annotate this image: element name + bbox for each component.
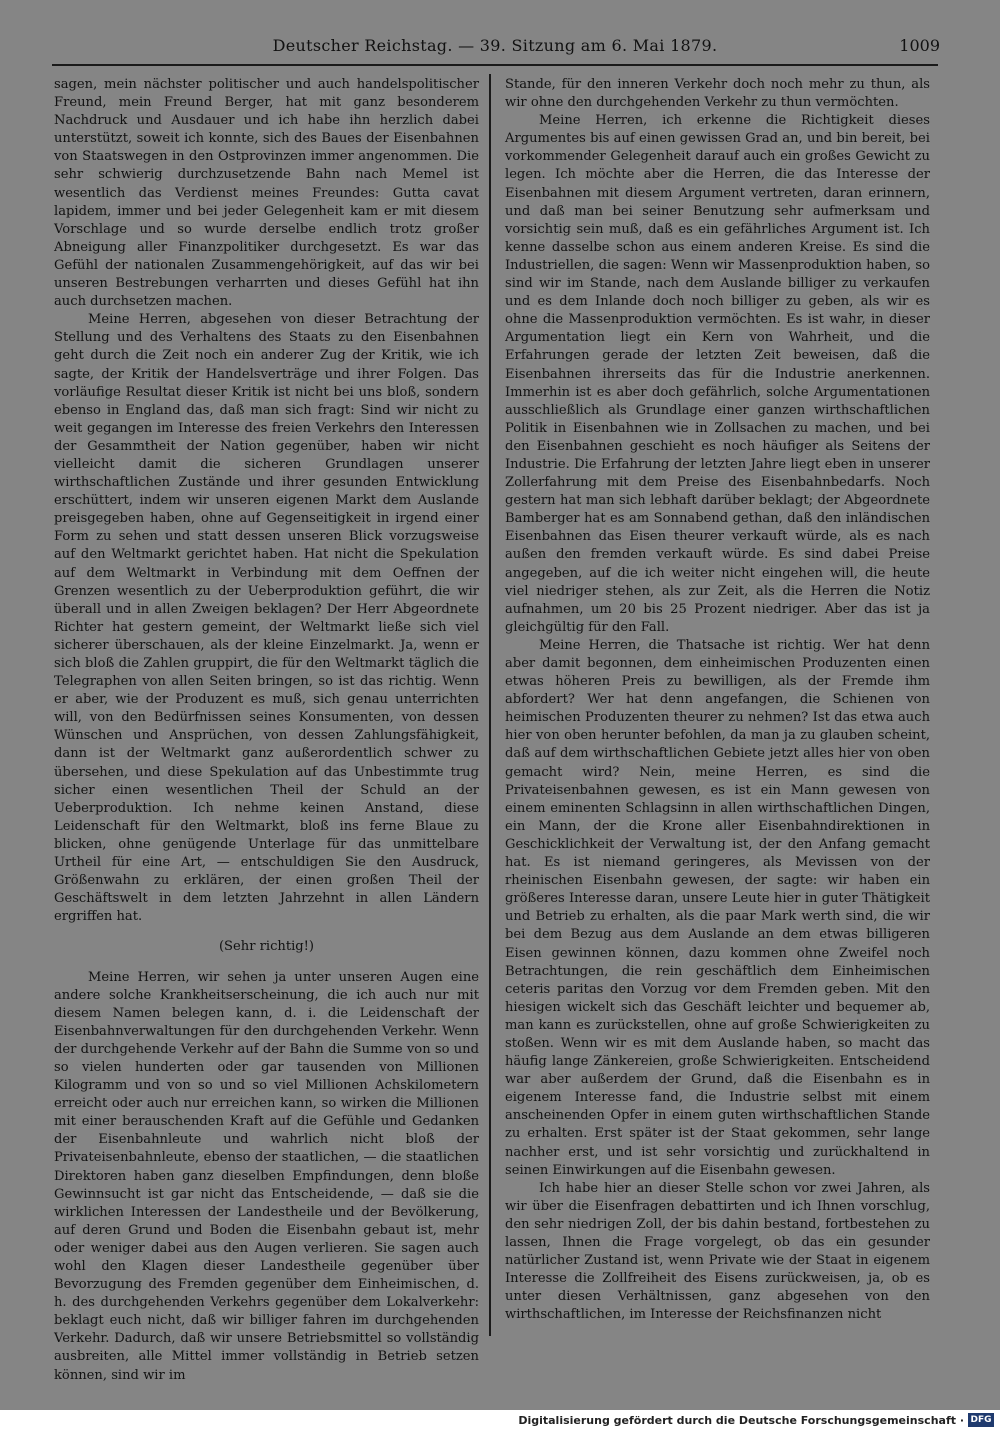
- column-divider: [489, 74, 491, 1336]
- right-column: [505, 76, 930, 1324]
- paragraph: Meine Herren, ich erkenne die Richtigkeit dieses Argumentes bis auf einen gewissen Grad an, und bin bereit, bei vorkommender Gelegenheit darauf auch ein großes Gewicht zu legen. Ich möchte aber die Herren, die das Interesse der Eisenbahnen mit diesem Argument vertreten, daran erinnern, und daß man bei seiner Benutzung sehr aufmerksam und vorsichtig sein muß, daß es ein gefährliches Argument ist. Ich kenne dasselbe schon aus einem anderen Kreise. Es sind die Industriellen, die sagen: Wenn wir Massenproduktion haben, so sind wir im Stande, nach dem Auslande billiger zu verkaufen und es dem Inlande doch noch billiger zu geben, als wir es ohne die Massenproduktion vermöchten. Es ist wahr, in dieser Argumentation liegt ein Kern von Wahrheit, und die Erfahrungen gerade der letzten Zeit beweisen, daß die Eisenbahnen ihrerseits das für die Industrie anerkennen. Immerhin ist es aber doch gefährlich, solche Argumentationen ausschließlich als Grundlage einer ganzen wirthschaftlichen Politik in Eisenbahnen wie in Zollsachen zu machen, und bei den Eisenbahnen geschieht es noch häufiger als Seitens der Industrie. Die Erfahrung der letzten Jahre liegt eben in unserer Zollerfahrung mit dem Preise des Eisenbahnbedarfs. Noch gestern hat man sich lebhaft darüber beklagt; der Abgeordnete Bamberger hat es am Sonnabend gethan, daß den inländischen Eisenbahnen das Eisen theurer verkauft würde, als es nach außen den fremden verkauft würde. Es sind dabei Preise angegeben, auf die ich weiter nicht eingehen will, die heute viel niedriger stehen, als zur Zeit, als die Herren die Notiz aufnahmen, um 20 bis 25 Prozent niedriger. Aber das ist ja gleichgültig für den Fall.: [505, 113, 930, 635]
- paragraph: Meine Herren, abgesehen von dieser Betrachtung der Stellung und des Verhaltens des Staats zu den Eisenbahnen geht durch die Zeit noch ein anderer Zug der Kritik, wie ich sagte, der Kritik der Handelsverträge und ihrer Folgen. Das vorläufige Resultat dieser Kritik ist nicht bei uns bloß, sondern ebenso in England das, daß man sich fragt: Sind wir nicht zu weit gegangen im Interesse des freien Verkehrs den Interessen der Gesammtheit der Nation gegenüber, haben wir nicht vielleicht damit die sicheren Grundlagen unserer wirthschaftlichen Zustände und ihrer gesunden Entwicklung erschüttert, indem wir unseren eigenen Markt dem Auslande preisgegeben haben, ohne auf Gegenseitigkeit in irgend einer Form zu sehen und statt dessen unseren Blick vorzugsweise auf den Weltmarkt gerichtet haben. Hat nicht die Spekulation auf dem Weltmarkt in Verbindung mit dem Oeffnen der Grenzen wesentlich zu der Ueberproduktion geführt, die wir überall und in allen Zweigen beklagen? Der Herr Abgeordnete Richter hat gestern gemeint, der Weltmarkt ließe sich viel sicherer überschauen, als der kleine Einzelmarkt. Ja, wenn er sich bloß die Zahlen gruppirt, die für den Weltmarkt täglich die Telegraphen von allen Seiten bringen, so ist das richtig. Wenn er aber, wie der Produzent es muß, sich genau unterrichten will, von den Bedürfnissen seines Konsumenten, von dessen Wünschen und Ansprüchen, von dessen Zahlungsfähigkeit, dann ist der Weltmarkt ganz außerordentlich schwer zu übersehen, und diese Spekulation auf das Unbestimmte trug sicher einen wesentlichen Theil der Schuld an der Ueberproduktion. Ich nehme keinen Anstand, diese Leidenschaft für den Weltmarkt, bloß ins ferne Blaue zu blicken, ohne genügende Unterlage für das unmittelbare Urtheil für eine Art, — entschuldigen Sie den Ausdruck, Größenwahn zu erklären, der einen großen Theil der Geschäftswelt in dem letzten Jahrzehnt in allen Ländern ergriffen hat.: [54, 312, 479, 925]
- paragraph: Meine Herren, die Thatsache ist richtig. Wer hat denn aber damit begonnen, dem einheimischen Produzenten einen etwas höheren Preis zu bewilligen, als der Fremde ihm abfordert? Wer hat denn angefangen, die Schienen von heimischen Produzenten theurer zu nehmen? Ist das etwa auch hier von oben herunter befohlen, da man ja zu glauben scheint, daß auf dem wirthschaftlichen Gebiete jetzt alles hier von oben gemacht wird? Nein, meine Herren, es sind die Privateisenbahnen gewesen, es ist ein Mann gewesen von einem eminenten Schlagsinn in allen wirthschaftlichen Dingen, ein Mann, der die Krone aller Eisenbahndirektionen in Geschicklichkeit der Verwaltung ist, der den Anfang gemacht hat. Es ist niemand geringeres, als Mevissen von der rheinischen Eisenbahn gewesen, der sagte: wir haben ein größeres Interesse daran, unsere Leute hier in guter Thätigkeit und Betrieb zu erhalten, als die paar Mark werth sind, die wir bei dem Bezug aus dem Auslande an dem etwas billigeren Eisen gewinnen können, dazu kommen ohne Zweifel noch Betrachtungen, die rein geschäftlich dem Einheimischen ceteris paritas den Vorzug vor dem Fremden geben. Mit den hiesigen wickelt sich das Geschäft leichter und bequemer ab, man kann es zurückstellen, ohne auf große Schwierigkeiten zu stoßen. Wenn wir es mit dem Auslande haben, so macht das häufig lange Zänkereien, große Schwierigkeiten. Entscheidend war aber außerdem der Grund, daß die Eisenbahn es in eigenem Interesse fand, die Industrie selbst mit einem anscheinenden Opfer in einem guten wirthschaftlichen Stande zu erhalten. Erst später ist der Staat gekommen, sehr lange nachher erst, und ist sehr vorsichtig und zurückhaltend in seinen Einwirkungen auf die Eisenbahn gewesen.: [505, 637, 930, 1178]
- paragraph: Ich habe hier an dieser Stelle schon vor zwei Jahren, als wir über die Eisenfragen debattirten und ich Ihnen vorschlug, den sehr niedrigen Zoll, der bis dahin bestand, fortbestehen zu lassen, Ihnen die Frage vorgelegt, ob das ein gesunder natürlicher Zustand ist, wenn Private wie der Staat in eigenem Interesse die Zollfreiheit des Eisens zurückweisen, ja, ob es unter diesen Verhältnissen, ganz abgesehen von den wirthschaftlichen, im Interesse der Reichsfinanzen nicht: [505, 1180, 930, 1323]
- paragraph: sagen, mein nächster politischer und auch handelspolitischer Freund, mein Freund Berger, hat mit ganz besonderem Nachdruck und Ausdauer und ich habe ihn herzlich dabei unterstützt, soweit ich konnte, sich des Baues der Eisenbahnen von Staatswegen in den Ostprovinzen immer angenommen. Die sehr schwierig durchzusetzende Bahn nach Memel ist wesentlich das Verdienst meines Freundes: Gutta cavat lapidem, immer und bei jeder Gelegenheit kam er mit diesem Vorschlage und so wurde derselbe endlich trotz großer Abneigung aller Finanzpolitiker durchgesetzt. Es war das Gefühl der nationalen Zusammengehörigkeit, auf das wir bei unseren Bestrebungen verharrten und dieses Gefühl hat ihn auch durchsetzen machen.: [54, 77, 479, 310]
- paragraph: Meine Herren, wir sehen ja unter unseren Augen eine andere solche Krankheitserscheinung, die ich auch nur mit diesem Namen belegen kann, d. i. die Leidenschaft der Eisenbahnverwaltungen für den durchgehenden Verkehr. Wenn der durchgehende Verkehr auf der Bahn die Summe von so und so vielen hunderten oder gar tausenden von Millionen Kilogramm und von so und so viel Millionen Achskilometern erreicht oder auch nur erreichen kann, so wirken die Millionen mit einer berauschenden Kraft auf die Gefühle und Gedanken der Eisenbahnleute und wahrlich nicht bloß der Privateisenbahnleute, ebenso der staatlichen, — die staatlichen Direktoren haben ganz dieselben Empfindungen, denn bloße Gewinnsucht ist gar nicht das Entscheidende, — daß sie die wirklichen Interessen der Landestheile und der Bevölkerung, auf deren Grund und Boden die Eisenbahn gebaut ist, mehr oder weniger dabei aus den Augen verlieren. Sie sagen auch wohl den Klagen dieser Landestheile gegenüber über Bevorzugung des Fremden gegenüber dem Einheimischen, d. h. des durchgehenden Verkehrs gegenüber dem Lokalverkehr: beklagt euch nicht, daß wir billiger fahren im durchgehenden Verkehr. Dadurch, daß wir unsere Betriebsmittel so vollständig ausbreiten, alle Mittel immer vollständig in Betrieb setzen können, sind wir im: [54, 969, 479, 1383]
- left-column: [54, 76, 479, 1385]
- page-number: 1009: [899, 36, 940, 55]
- page-header: [50, 36, 940, 60]
- footer-band: [0, 1410, 1000, 1432]
- running-title: Deutscher Reichstag. — 39. Sitzung am 6. Mai 1879.: [272, 36, 718, 55]
- header-rule: [52, 64, 938, 66]
- dfg-logo: DFG: [968, 1413, 994, 1427]
- paragraph: Stande, für den inneren Verkehr doch noch mehr zu thun, als wir ohne den durchgehenden Verkehr zu thun vermöchten.: [505, 77, 930, 111]
- interjection: (Sehr richtig!): [218, 939, 315, 955]
- digitization-credit: Digitalisierung gefördert durch die Deutsche Forschungsgemeinschaft ·: [518, 1414, 964, 1427]
